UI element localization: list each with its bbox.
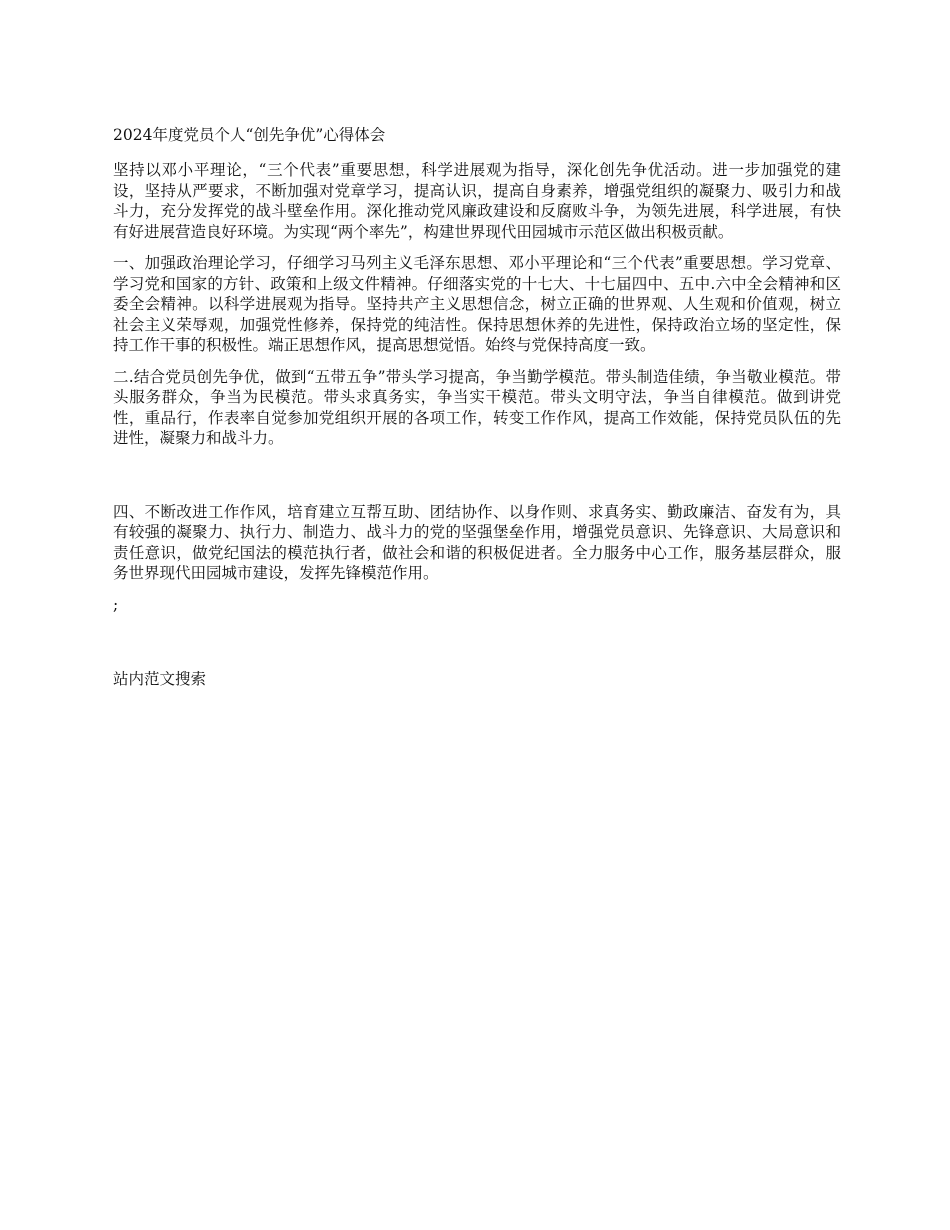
site-search-link[interactable]: 站内范文搜索: [113, 669, 207, 688]
document-page: [113, 124, 841, 689]
semicolon-line: ;: [113, 595, 119, 614]
paragraph-section-1: 一、加强政治理论学习，仔细学习马列主义毛泽东思想、邓小平理论和“三个代表”重要思想。学习党章、学习党和国家的方针、政策和上级文件精神。仔细落实党的十七大、十七届四中、五中.六中全会精神和区委全会精神。以科学进展观为指导。坚持共产主义思想信念，树立正确的世界观、人生观和价值观，树立社会主义荣辱观，加强党性修养，保持党的纯洁性。保持思想休养的先进性，保持政治立场的坚定性，保持工作干事的积极性。端正思想作风，提高思想觉悟。始终与党保持高度一致。: [113, 254, 841, 354]
blank-gap: [113, 460, 841, 502]
paragraph-section-2: 二.结合党员创先争优，做到“五带五争”带头学习提高，争当勤学模范。带头制造佳绩，争当敬业模范。带头服务群众，争当为民模范。带头求真务实，争当实干模范。带头文明守法，争当自律模范。做到讲党性，重品行，作表率自觉参加党组织开展的各项工作，转变工作作风，提高工作效能，保持党员队伍的先进性，凝聚力和战斗力。: [113, 367, 841, 447]
paragraph-section-4: 四、不断改进工作作风，培育建立互帮互助、团结协作、以身作则、求真务实、勤政廉洁、奋发有为，具有较强的凝聚力、执行力、制造力、战斗力的党的坚强堡垒作用，增强党员意识、先锋意识、大局意识和责任意识，做党纪国法的模范执行者，做社会和谐的积极促进者。全力服务中心工作，服务基层群众，服务世界现代田园城市建设，发挥先锋模范作用。: [113, 502, 841, 582]
document-title: 2024年度党员个人“创先争优”心得体会: [113, 126, 386, 144]
paragraph-intro: 坚持以邓小平理论，“三个代表”重要思想，科学进展观为指导，深化创先争优活动。进一步加强党的建设，坚持从严要求，不断加强对党章学习，提高认识，提高自身素养，增强党组织的凝聚力、吸引力和战斗力，充分发挥党的战斗壁垒作用。深化推动党风廉政建设和反腐败斗争，为领先进展，科学进展，有快有好进展营造良好环境。为实现“两个率先”，构建世界现代田园城市示范区做出积极贡献。: [113, 161, 841, 241]
